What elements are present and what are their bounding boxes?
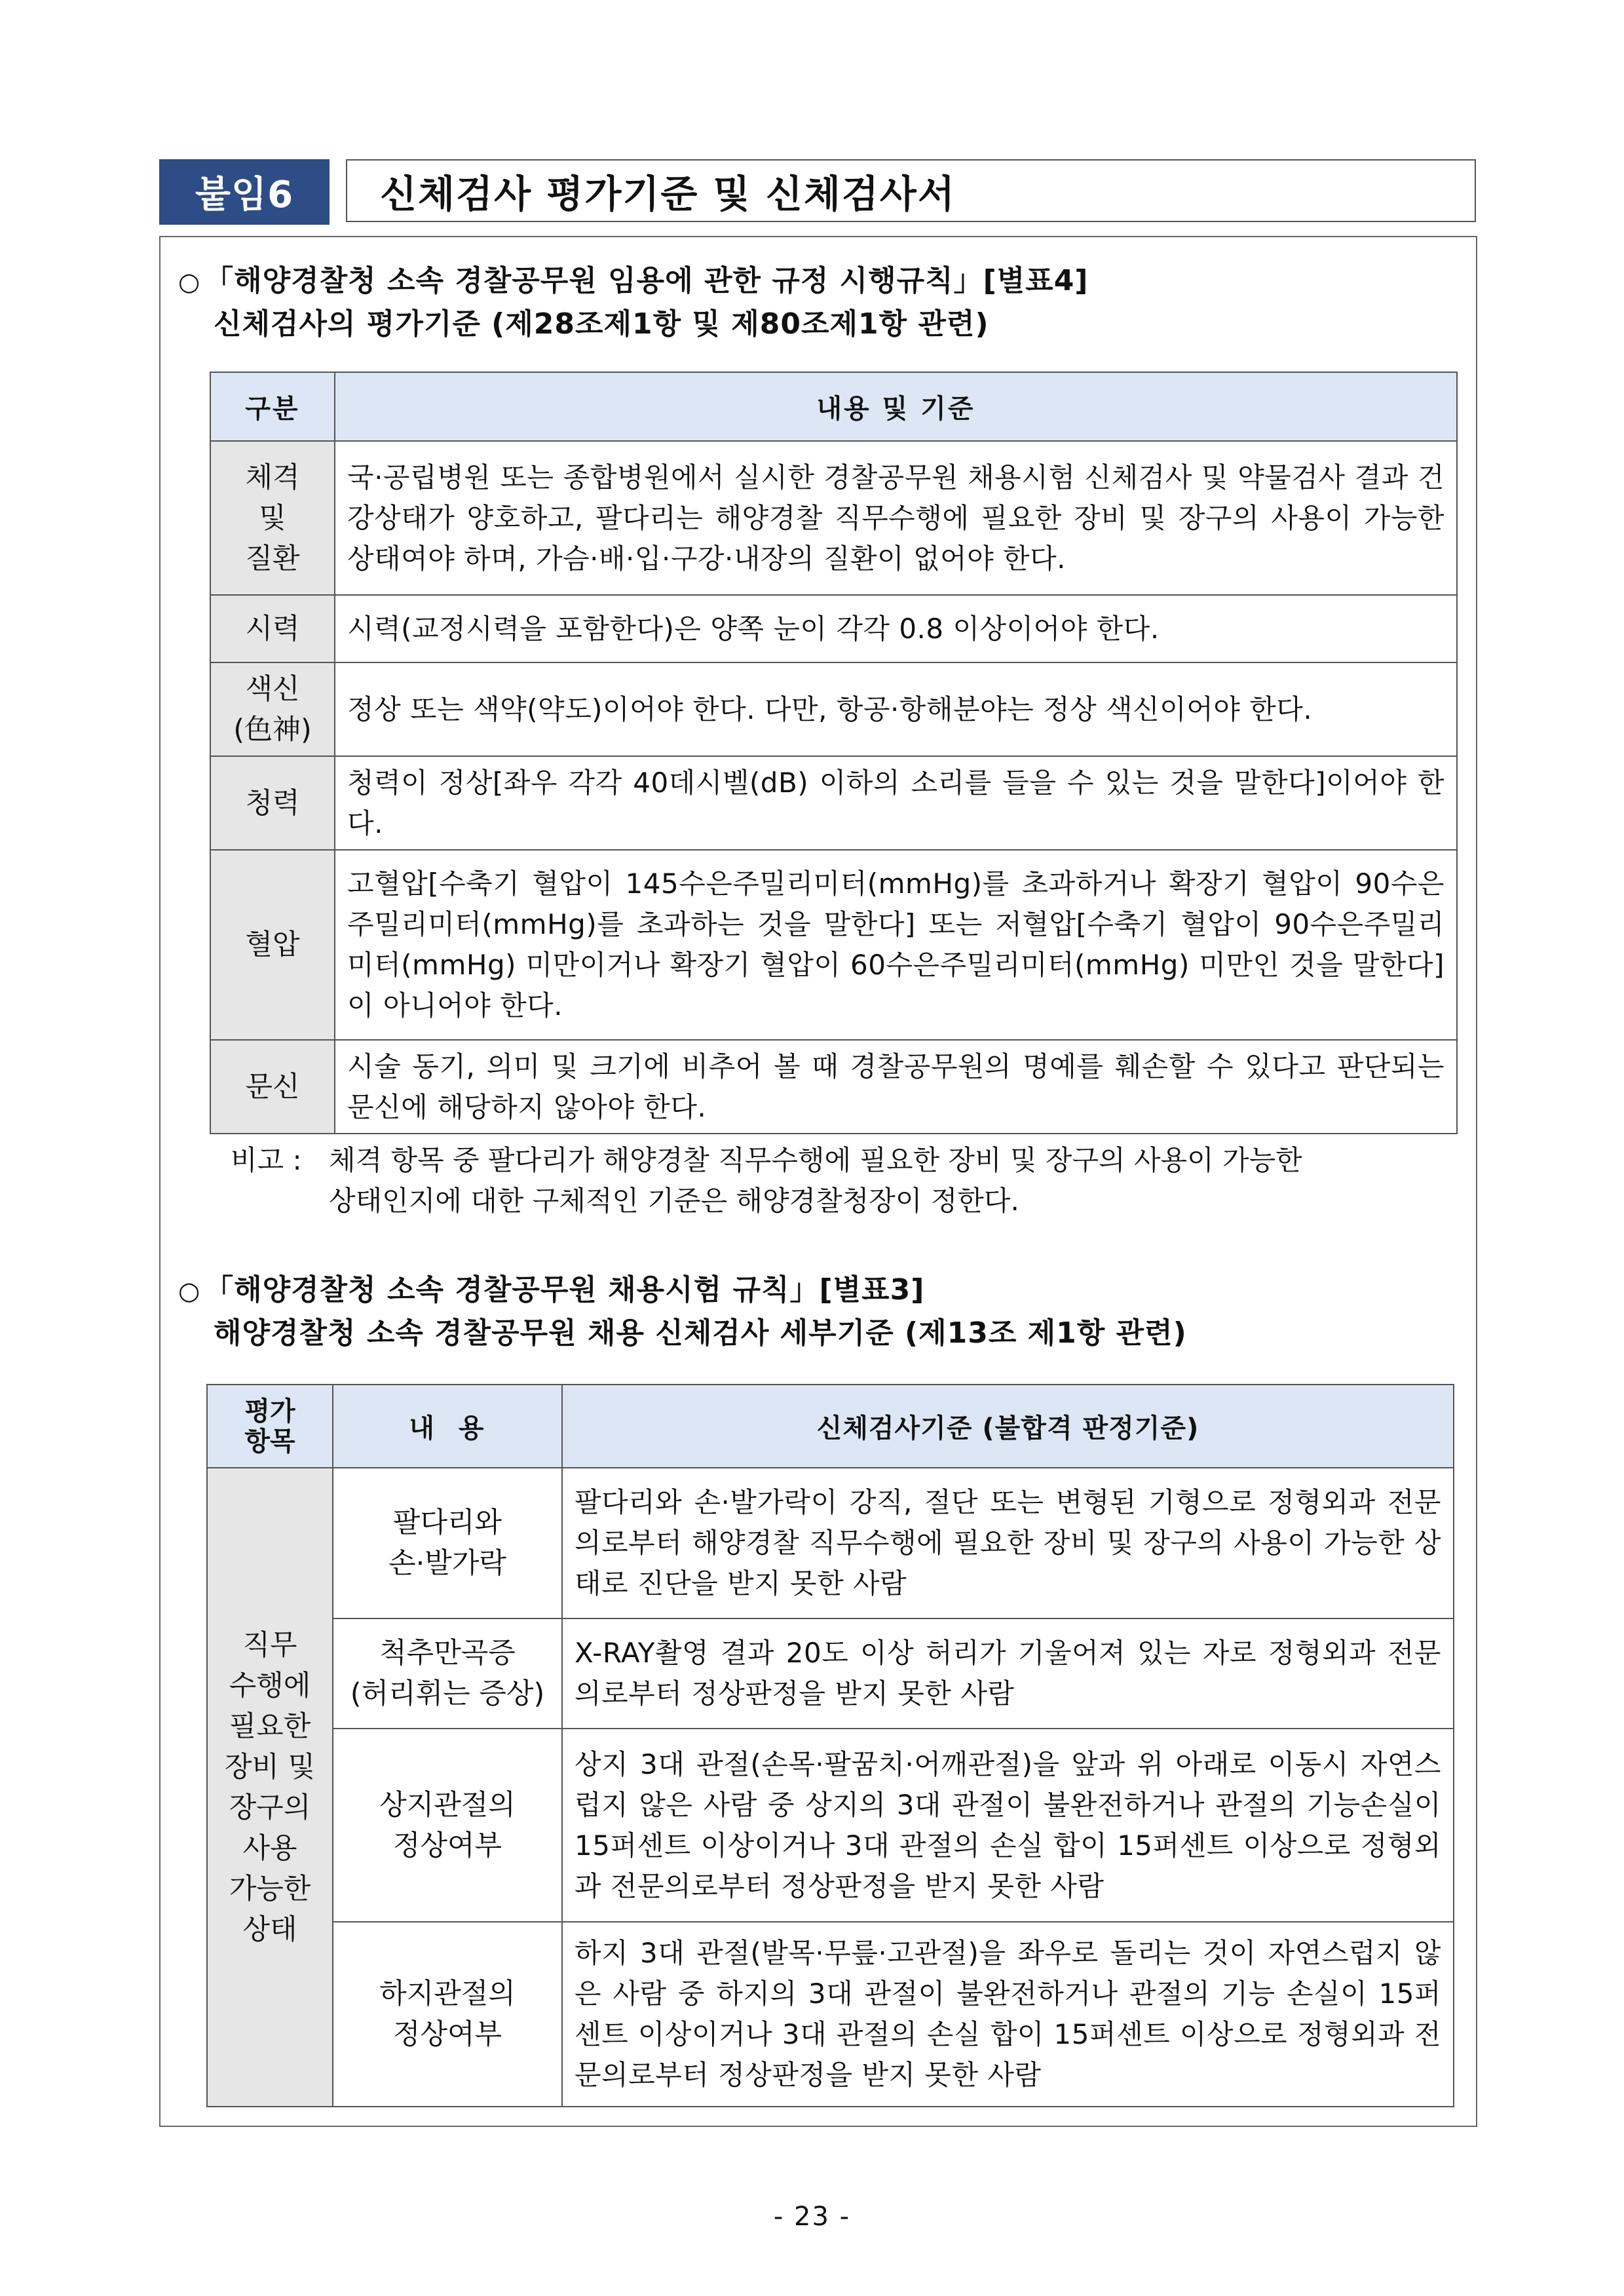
section1-heading [178, 259, 1089, 303]
note-text-line1: 체격 항목 중 팔다리가 해양경찰 직무수행에 필요한 장비 및 장구의 사용이 가능한 [329, 1144, 1302, 1176]
criteria-table-1 [210, 372, 1458, 1134]
row-category: 혈압 [210, 850, 335, 1040]
row-content: 시술 동기, 의미 및 크기에 비추어 볼 때 경찰공무원의 명예를 훼손할 수 있다고 판단되는 문신에 해당하지 않아야 한다. [335, 1040, 1457, 1134]
note-text-line2: 상태인지에 대한 구체적인 기준은 해양경찰청장이 정한다. [329, 1185, 1019, 1217]
table-row [210, 1040, 1457, 1134]
bullet-icon: ○ [178, 267, 201, 296]
group-category: 직무 수행에 필요한 장비 및 장구의 사용 가능한 상태 [207, 1468, 333, 2107]
page-number: - 23 - [773, 2202, 851, 2232]
section2-heading [178, 1269, 924, 1312]
section1-subheading: 신체검사의 평가기준 (제28조제1항 및 제80조제1항 관련) [214, 307, 989, 341]
row-item: 하지관절의 정상여부 [333, 1922, 562, 2107]
row-content: 시력(교정시력을 포함한다)은 양쪽 눈이 각각 0.8 이상이어야 한다. [335, 595, 1457, 662]
row-item: 팔다리와 손·발가락 [333, 1468, 562, 1618]
row-content: 정상 또는 색약(약도)이어야 한다. 다만, 항공·항해분야는 정상 색신이어야 한다. [335, 662, 1457, 756]
criteria-table-2 [206, 1384, 1454, 2107]
section1-heading-line1: 「해양경찰청 소속 경찰공무원 임용에 관한 규정 시행규칙」[별표4] [204, 264, 1089, 297]
table-row [210, 662, 1457, 756]
section2-heading-line1: 「해양경찰청 소속 경찰공무원 채용시험 규칙」[별표3] [204, 1273, 925, 1307]
bullet-icon: ○ [178, 1276, 201, 1305]
table-row [210, 850, 1457, 1040]
row-category: 청력 [210, 756, 335, 850]
page-header [159, 159, 1477, 225]
row-criteria: 하지 3대 관절(발목·무릎·고관절)을 좌우로 돌리는 것이 자연스럽지 않은 사람 중 하지의 3대 관절이 불완전하거나 관절의 기능 손실이 15퍼센트 이상이거나 3대 관절의 손실 합이 15퍼센트 이상으로 정형외과 전문의로부터 정상판정을 받지 못한 사람 [562, 1922, 1454, 2107]
row-category: 시력 [210, 595, 335, 662]
table-row [207, 1922, 1454, 2107]
table-row [207, 1729, 1454, 1922]
attachment-tag: 붙임6 [159, 159, 330, 225]
row-content: 청력이 정상[좌우 각각 40데시벨(dB) 이하의 소리를 들을 수 있는 것을 말한다]이어야 한다. [335, 756, 1457, 850]
column-header: 내 용 [333, 1385, 562, 1468]
row-category: 색신 (色神) [210, 662, 335, 756]
column-header: 평가 항목 [207, 1385, 333, 1468]
table-row [207, 1618, 1454, 1729]
row-item: 상지관절의 정상여부 [333, 1729, 562, 1922]
row-content: 국·공립병원 또는 종합병원에서 실시한 경찰공무원 채용시험 신체검사 및 약물검사 결과 건강상태가 양호하고, 팔다리는 해양경찰 직무수행에 필요한 장비 및 장구의 사용이 가능한 상태여야 하며, 가슴·배·입·구강·내장의 질환이 없어야 한다. [335, 441, 1457, 595]
section2-subheading: 해양경찰청 소속 경찰공무원 채용 신체검사 세부기준 (제13조 제1항 관련) [214, 1316, 1187, 1350]
note-label: 비고 : [231, 1144, 302, 1176]
table-row [210, 756, 1457, 850]
page-title: 신체검사 평가기준 및 신체검사서 [346, 159, 1476, 222]
row-criteria: X-RAY촬영 결과 20도 이상 허리가 기울어져 있는 자로 정형외과 전문의로부터 정상판정을 받지 못한 사람 [562, 1618, 1454, 1729]
table-row [210, 595, 1457, 662]
table-row [207, 1468, 1454, 1618]
row-item: 척추만곡증 (허리휘는 증상) [333, 1618, 562, 1729]
column-header: 내용 및 기준 [335, 372, 1457, 441]
row-category: 문신 [210, 1040, 335, 1134]
table-header-row [207, 1385, 1454, 1468]
table-row [210, 441, 1457, 595]
row-content: 고혈압[수축기 혈압이 145수은주밀리미터(mmHg)를 초과하거나 확장기 혈압이 90수은주밀리미터(mmHg)를 초과하는 것을 말한다] 또는 저혈압[수축기 혈압이 90수은주밀리미터(mmHg) 미만이거나 확장기 혈압이 60수은주밀리미터(mmHg) 미만인 것을 말한다]이 아니어야 한다. [335, 850, 1457, 1040]
table-note [231, 1140, 1449, 1221]
column-header: 구분 [210, 372, 335, 441]
row-criteria: 팔다리와 손·발가락이 강직, 절단 또는 변형된 기형으로 정형외과 전문의로부터 해양경찰 직무수행에 필요한 장비 및 장구의 사용이 가능한 상태로 진단을 받지 못한 사람 [562, 1468, 1454, 1618]
row-criteria: 상지 3대 관절(손목·팔꿈치·어깨관절)을 앞과 위 아래로 이동시 자연스럽지 않은 사람 중 상지의 3대 관절이 불완전하거나 관절의 기능손실이 15퍼센트 이상이거나 3대 관절의 손실 합이 15퍼센트 이상으로 정형외과 전문의로부터 정상판정을 받지 못한 사람 [562, 1729, 1454, 1922]
row-category: 체격 및 질환 [210, 441, 335, 595]
table-header-row [210, 372, 1457, 441]
column-header: 신체검사기준 (불합격 판정기준) [562, 1385, 1454, 1468]
